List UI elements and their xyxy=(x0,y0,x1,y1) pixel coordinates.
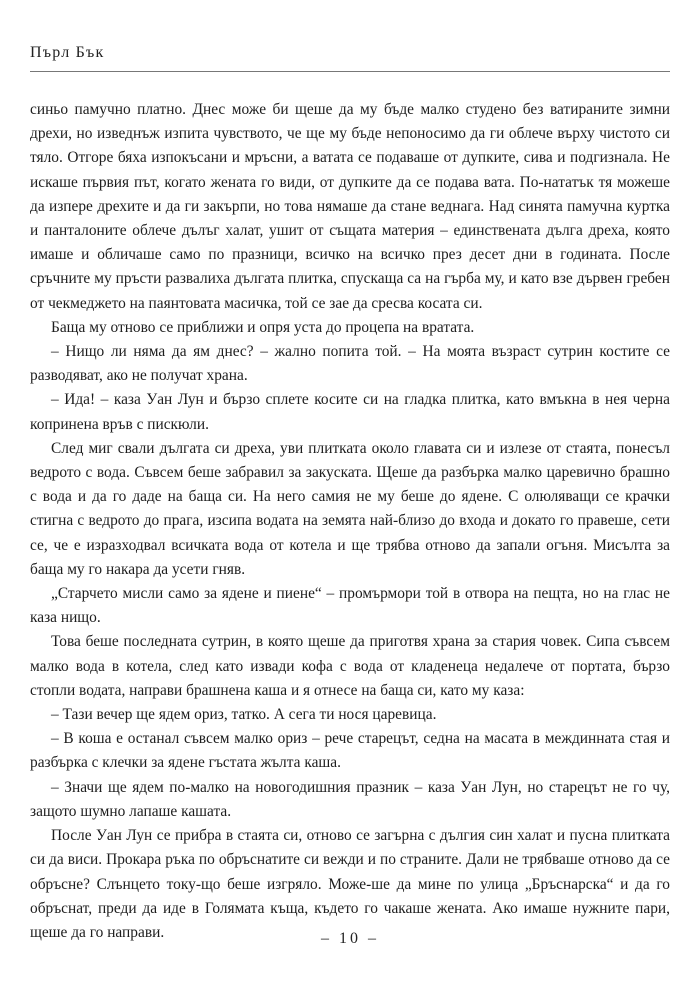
paragraph: – Нищо ли няма да ям днес? – жално попита той. – На моята възраст сутрин костите се разводяват, ако не получат храна. xyxy=(30,343,670,385)
paragraph: Баща му отново се приближи и опря уста до процепа на вратата. xyxy=(51,318,475,336)
paragraph: Това беше последната сутрин, в която щеше да приготвя храна за стария човек. Сипа съвсем малко вода в котела, след като извади кофа с вода от кладенеца недалече от портата, бързо стопли водата, направи брашнена каша и я отнесе на баща си, като му каза: xyxy=(30,633,670,699)
paragraph: – Значи ще ядем по-малко на новогодишния празник – каза Уан Лун, но старецът не го чу, защото шумно лапаше кашата. xyxy=(30,778,670,820)
paragraph: синьо памучно платно. Днес може би щеше да му бъде малко студено без ватираните зимни дрехи, но изведнъж изпита чувството, че ще му бъде непоносимо да ги облече върху чистото си тяло. Отгоре бяха изпокъсани и мръсни, а ватата се подаваше от дупките, сива и подгизнала. Не искаше първия път, когато жената го види, от дупките да се подава вата. По-нататък тя можеше да изпере дрехите и да ги закърпи, но това нямаше да стане веднага. Над синята памучна куртка и панталоните облече дълъг халат, ушит от същата материя – единствената дълга дреха, която имаше и обличаше само по празници, всичко на всичко през десет дни в годината. После сръчните му пръсти развалиха дългата плитка, спускаща са на гърба му, и като взе дървен гребен от чекмеджето на паянтовата масичка, той се зае да сресва косата си. xyxy=(30,101,670,312)
paragraph: След миг свали дългата си дреха, уви плитката около главата си и излезе от стаята, понесъл ведрото с вода. Съвсем беше забравил за закуската. Щеше да разбърка малко царевично брашно с вода и да го даде на баща си. На него самия не му беше до ядене. С олюляващи се крачки стигна с ведрото до прага, изсипа водата на земята най-близо до входа и докато го правеше, сети се, че е изразходвал всичката вода от котела и ще трябва отново да запали огъня. Мисълта за баща му го накара да усети гняв. xyxy=(30,439,670,578)
header-rule xyxy=(30,71,670,72)
body-text xyxy=(30,98,670,945)
running-header xyxy=(30,44,670,74)
paragraph: После Уан Лун се прибра в стаята си, отново се загърна с дългия син халат и пусна плитката си да виси. Прокара ръка по обръснатите си вежди и по страните. Дали не трябваше отново да се обръсне? Слънцето току-що беше изгряло. Може-ше да мине по улица „Бръснарска“ и да го обръснат, преди да иде в Голямата къща, където го чакаше жената. Ако имаше нужните пари, щеше да го направи. xyxy=(30,827,670,941)
author-name: Пърл Бък xyxy=(30,44,105,61)
paragraph: – Тази вечер ще ядем ориз, татко. А сега ти нося царевица. xyxy=(51,706,437,724)
paragraph: „Старчето мисли само за ядене и пиене“ – промърмори той в отвора на пещта, но на глас не каза нищо. xyxy=(30,585,670,627)
page-number: – 10 – xyxy=(321,930,379,947)
paragraph: – Ида! – каза Уан Лун и бързо сплете косите си на гладка плитка, като вмъкна в нея черна копринена връв с пискюли. xyxy=(30,391,670,433)
paragraph: – В коша е останал съвсем малко ориз – рече старецът, седна на масата в междинната стая и разбърка с клечки за ядене гъстата жълта каша. xyxy=(30,730,670,772)
